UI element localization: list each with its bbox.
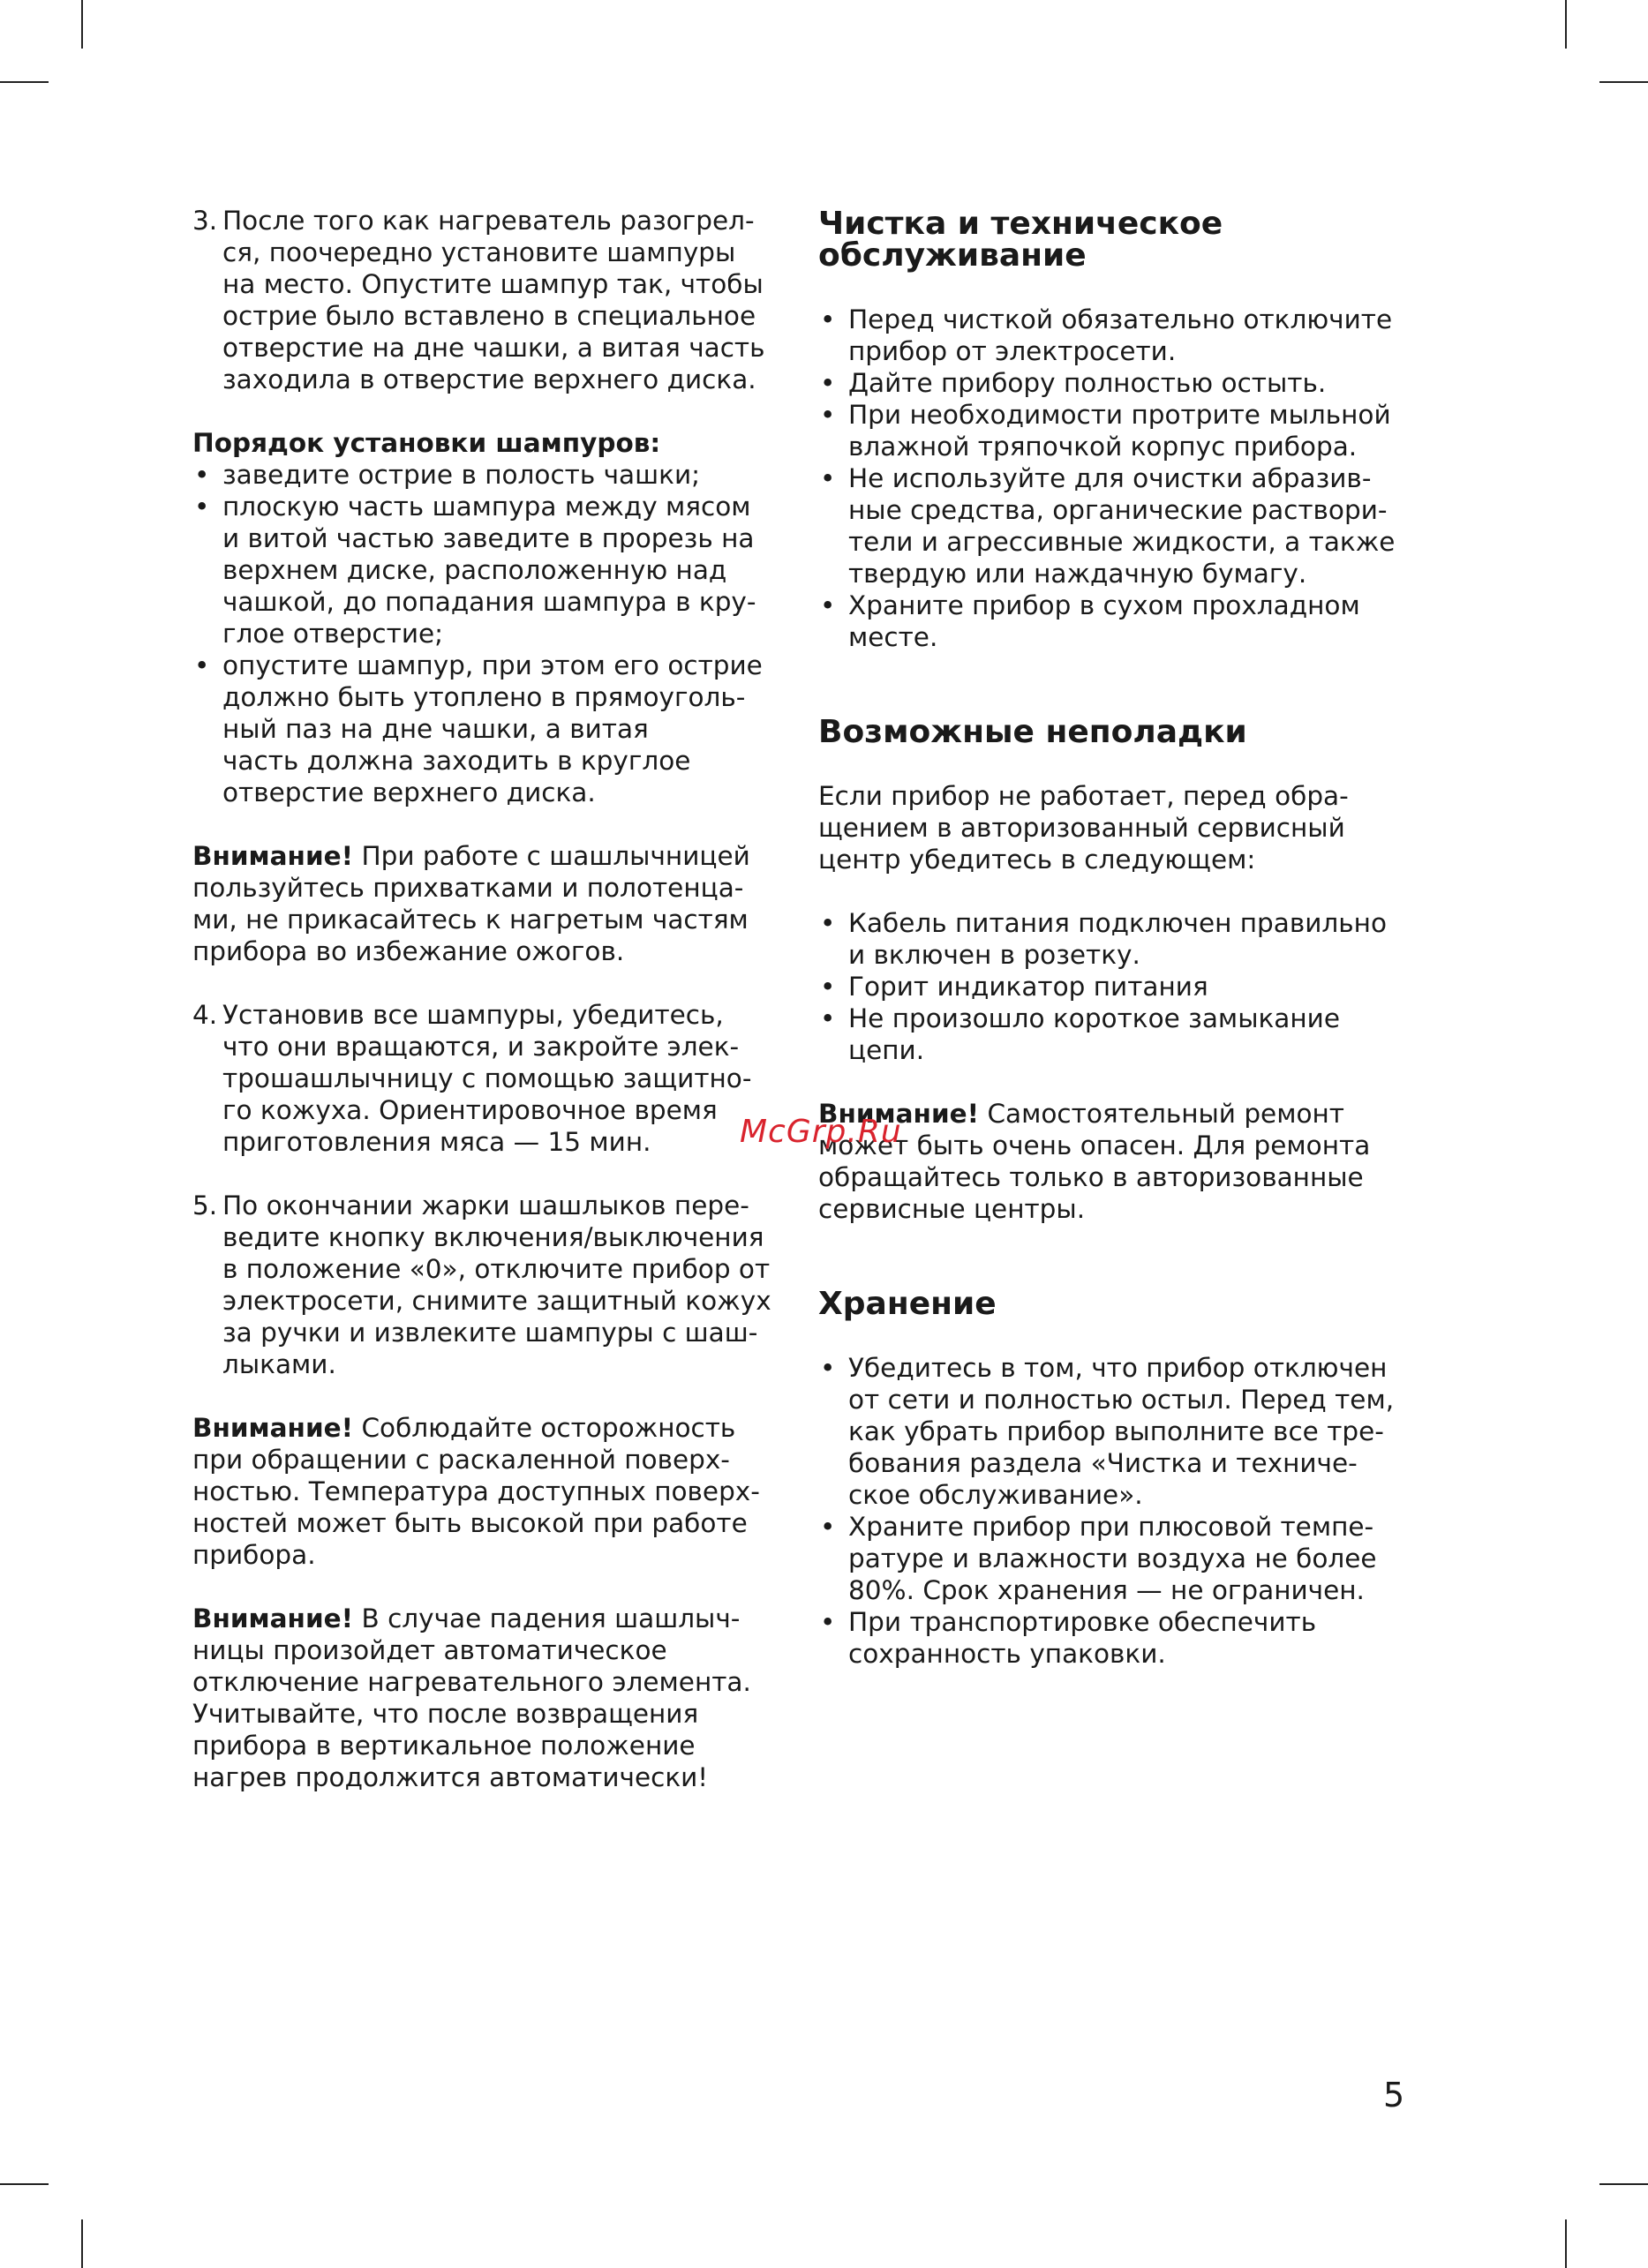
warning-label: Внимание! <box>192 1603 354 1633</box>
crop-mark <box>1599 2183 1648 2185</box>
crop-mark <box>0 2183 49 2185</box>
page-number: 5 <box>1383 2076 1405 2114</box>
list-item: • Дайте прибору полностью остыть. <box>818 367 1410 399</box>
storage-list <box>818 1352 1410 1670</box>
warning-text: В случае падения шашлыч- ницы произойдет автоматическое отключение нагревательного элемента. Учитывайте, что после возвращения прибора в вертикальное положение нагрев продолжится автоматически! <box>192 1603 751 1792</box>
list-item: • Храните прибор при плюсовой темпе- ратуре и влажности воздуха не более 80%. Срок хранения — не ограничен. <box>818 1511 1410 1606</box>
warning-text: При работе с шашлычницей пользуйтесь прихватками и полотенца- ми, не прикасайтесь к нагретым частям прибора во избежание ожогов. <box>192 841 750 966</box>
watermark: McGrp.Ru <box>740 1114 902 1150</box>
step-5 <box>192 1190 786 1380</box>
step-number: 5. <box>192 1190 218 1220</box>
install-order-heading: Порядок установки шампуров: <box>192 428 661 458</box>
crop-mark <box>0 81 49 83</box>
warning-paragraph <box>192 840 786 967</box>
cleaning-list <box>818 304 1410 653</box>
list-item: • При необходимости протрите мыльной влажной тряпочкой корпус прибора. <box>818 399 1410 462</box>
step-3 <box>192 205 786 395</box>
faults-heading: Возможные неполадки <box>818 714 1247 750</box>
crop-mark <box>1565 0 1567 49</box>
step-text: Установив все шампуры, убедитесь, что они вращаются, и закройте элек- трошашлычницу с помощью защитно- го кожуха. Ориентировочное время приготовления мяса — 15 мин. <box>222 1000 752 1157</box>
left-column <box>192 205 786 1793</box>
warning-label: Внимание! <box>818 1099 980 1129</box>
crop-mark <box>81 2219 83 2268</box>
list-item: • При транспортировке обеспечить сохранность упаковки. <box>818 1606 1410 1670</box>
list-item: • Убедитесь в том, что прибор отключен от сети и полностью остыл. Перед тем, как убрать прибор выполните все тре- бования раздела «Чистка и техниче- ское обслуживание». <box>818 1352 1410 1511</box>
list-item: • заведите острие в полость чашки; <box>192 459 786 491</box>
warning-label: Внимание! <box>192 1413 354 1443</box>
warning-label: Внимание! <box>192 841 354 871</box>
faults-intro: Если прибор не работает, перед обра- щением в авторизованный сервисный центр убедитесь в следующем: <box>818 781 1349 875</box>
cleaning-heading: Чистка и техническое обслуживание <box>818 206 1223 274</box>
list-item: • Кабель питания подключен правильно и включен в розетку. <box>818 907 1410 971</box>
step-text: После того как нагреватель разогрел- ся, поочередно установите шампуры на место. Опустите шампур так, чтобы острие было вставлено в специальное отверстие на дне чашки, а витая часть заходила в отверстие верхнего диска. <box>222 206 765 394</box>
warning-paragraph <box>192 1603 786 1793</box>
step-number: 4. <box>192 1000 218 1030</box>
warning-text: Самостоятельный ремонт может быть очень опасен. Для ремонта обращайтесь только в авторизованные сервисные центры. <box>818 1099 1371 1224</box>
list-item: • опустите шампур, при этом его острие должно быть утоплено в прямоуголь- ный паз на дне чашки, а витая часть должна заходить в круглое отверстие верхнего диска. <box>192 650 786 808</box>
list-item: • Не используйте для очистки абразив- ные средства, органические раствори- тели и агрессивные жидкости, а также твердую или наждачную бумагу. <box>818 462 1410 590</box>
warning-paragraph <box>818 1098 1410 1225</box>
step-4 <box>192 999 786 1158</box>
right-column <box>818 208 1410 1670</box>
step-text: По окончании жарки шашлыков пере- ведите кнопку включения/выключения в положение «0», отключите прибор от электросети, снимите защитный кожух за ручки и извлеките шампуры с шаш- лыками. <box>222 1190 771 1379</box>
list-item: • Храните прибор в сухом прохладном месте. <box>818 590 1410 653</box>
list-item: • Горит индикатор питания <box>818 971 1410 1003</box>
install-list <box>192 459 786 808</box>
warning-text: Соблюдайте осторожность при обращении с раскаленной поверх- ностью. Температура доступных поверх- ностей может быть высокой при работе прибора. <box>192 1413 760 1570</box>
list-item: • Перед чисткой обязательно отключите прибор от электросети. <box>818 304 1410 367</box>
list-item: • плоскую часть шампура между мясом и витой частью заведите в прорезь на верхнем диске, расположенную над чашкой, до попадания шампура в кру- глое отверстие; <box>192 491 786 650</box>
warning-paragraph <box>192 1412 786 1571</box>
crop-mark <box>1599 81 1648 83</box>
list-item: • Не произошло короткое замыкание цепи. <box>818 1003 1410 1066</box>
crop-mark <box>81 0 83 49</box>
storage-heading: Хранение <box>818 1286 997 1322</box>
crop-mark <box>1565 2219 1567 2268</box>
faults-list <box>818 907 1410 1066</box>
step-number: 3. <box>192 206 218 236</box>
